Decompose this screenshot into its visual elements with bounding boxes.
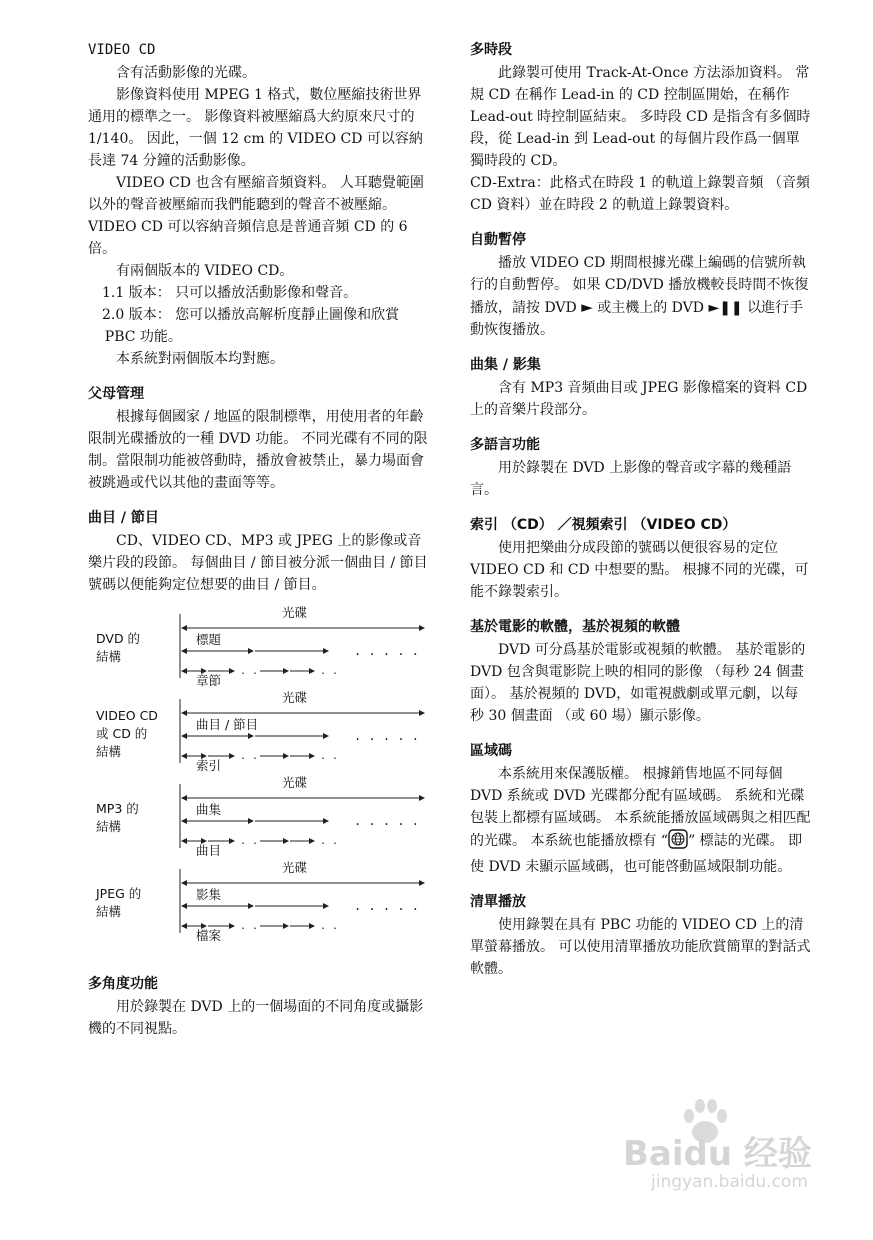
paragraph: 有兩個版本的 VIDEO CD。 (116, 263, 294, 279)
svg-text:. . . . .: . . . . . (354, 814, 420, 828)
heading-parental-control: 父母管理 (88, 386, 144, 402)
paragraph: 影像資料使用 MPEG 1 格式，數位壓縮技術世界通用的標準之一。 影像資料被壓縮爲大約原來尺寸的 1/140。 因此，一個 12 cm 的 VIDEO CD 可以容納長達 74 分鐘的活動影像。 (88, 87, 423, 169)
section-album (470, 355, 812, 421)
paragraph: 使用把樂曲分成段節的號碼以便很容易的定位 VIDEO CD 和 CD 中想要的點。 根據不同的光碟，可能不錄製索引。 (470, 540, 809, 600)
diagram-label-dvd: DVD 的 結構 (96, 631, 141, 664)
svg-text:. . . . .: . . . . . (354, 729, 420, 743)
heading-multi-session: 多時段 (470, 42, 512, 58)
diagram-label-mp3: MP3 的 結構 (96, 801, 139, 834)
diagram-disc-label: 光碟 (282, 690, 308, 705)
heading-auto-pause: 自動暫停 (470, 232, 526, 248)
diagram-upper-label: 標題 (196, 632, 222, 647)
paragraph: 本系統對兩個版本均對應。 (116, 351, 284, 367)
diagram-disc-label: 光碟 (282, 775, 308, 790)
heading-track: 曲目 / 節目 (88, 510, 159, 526)
diagram-lower-label: 曲目 (196, 843, 222, 858)
section-multi-session (470, 40, 812, 216)
section-auto-pause (470, 230, 812, 341)
svg-text:. . . . .: . . . . . (354, 644, 420, 658)
paragraph: DVD 可分爲基於電影或視頻的軟體。 基於電影的 DVD 包含與電影院上映的相同的影像 （每秒 24 個畫面）。 基於視頻的 DVD，如電視戲劇或單元劇，以每秒 30 個畫面 （或 60 場）顯示影像。 (470, 642, 806, 724)
diagram-upper-label: 曲目 / 節目 (196, 717, 259, 732)
paragraph-text: ” 標誌的光碟。 即使 DVD 未顯示區域碼，也可能啓動區域限制功能。 (470, 833, 803, 875)
diagram-lower-label: 檔案 (196, 928, 222, 943)
paragraph: 用於錄製在 DVD 上影像的聲音或字幕的幾種語言。 (470, 460, 792, 498)
heading-multi-language: 多語言功能 (470, 437, 540, 453)
diagram-lower-label: 索引 (196, 758, 222, 773)
section-track (88, 508, 430, 596)
paragraph: 根據每個國家 / 地區的限制標準，用使用者的年齡限制光碟播放的一種 DVD 功能。 不同光碟有不同的限制。當限制功能被啓動時，播放會被禁止，暴力場面會被跳過或代以其他的畫面等等。 (88, 409, 428, 491)
svg-text:. .: . . (320, 921, 339, 932)
svg-text:. .: . . (240, 666, 259, 677)
section-multi-angle (88, 974, 430, 1040)
heading-album: 曲集 / 影集 (470, 357, 541, 373)
watermark-url: jingyan.baidu.com (651, 1172, 808, 1192)
paragraph: CD-Extra：此格式在時段 1 的軌道上錄製音頻 （音頻 CD 資料）並在時段 2 的軌道上錄製資料。 (470, 175, 810, 213)
section-video-cd (88, 40, 430, 370)
heading-film-video-software: 基於電影的軟體，基於視頻的軟體 (470, 619, 680, 635)
diagram-label-jpeg: JPEG 的 結構 (96, 886, 142, 919)
paragraph-text: 本系統用來保護版權。 根據銷售地區不同每個 DVD 系統或 DVD 光碟都分配有區域碼。 系統和光碟包裝上都標有區域碼。 本系統能播放區域碼與之相匹配的光碟。 本系統也能播放標有 “ (470, 766, 811, 849)
paragraph: 用於錄製在 DVD 上的一個場面的不同角度或攝影機的不同視點。 (88, 999, 424, 1037)
section-playlist (470, 892, 812, 980)
version-item: 2.0 版本： 您可以播放高解析度靜止圖像和欣賞 PBC 功能。 (102, 307, 400, 345)
heading-playlist: 清單播放 (470, 894, 526, 910)
watermark-brand: Baidu 经验 (623, 1134, 812, 1174)
paragraph: 使用錄製在具有 PBC 功能的 VIDEO CD 上的清單螢幕播放。 可以使用清單播放功能欣賞簡單的對話式軟體。 (470, 917, 811, 977)
svg-text:. .: . . (240, 921, 259, 932)
paragraph (470, 252, 812, 341)
section-multi-language (470, 435, 812, 501)
diagram-disc-label: 光碟 (282, 605, 308, 620)
paragraph: 此錄製可使用 Track-At-Once 方法添加資料。 常規 CD 在稱作 Lead-in 的 CD 控制區開始，在稱作 Lead-out 時控制區結束。 多時段 CD 是指含有多個時段，從 Lead-in 到 Lead-out 的每個片段作爲一個單獨時段的 CD。 (470, 65, 811, 169)
watermark (615, 1092, 845, 1202)
section-parental-control (88, 384, 430, 494)
section-film-video-software (470, 617, 812, 727)
heading-index: 索引 （CD） ／視頻索引 （VIDEO CD） (470, 517, 737, 533)
heading-video-cd: VIDEO CD (88, 42, 156, 58)
svg-text:. .: . . (320, 751, 339, 762)
heading-region-code: 區域碼 (470, 743, 512, 759)
diagram-label-vcd: VIDEO CD 或 CD 的 結構 (96, 708, 158, 759)
section-region-code (470, 741, 812, 878)
play-icon: ► (581, 298, 593, 316)
paragraph: 含有 MP3 音頻曲目或 JPEG 影像檔案的資料 CD 上的音樂片段部分。 (470, 380, 808, 418)
section-index (470, 515, 812, 603)
diagram-lower-label: 章節 (196, 673, 222, 688)
svg-text:. .: . . (240, 751, 259, 762)
right-column (470, 40, 812, 994)
paragraph: CD、VIDEO CD、MP3 或 JPEG 上的影像或音樂片段的段節。 每個曲目 / 節目被分派一個曲目 / 節目號碼以便能夠定位想要的曲目 / 節目。 (88, 533, 428, 593)
diagram-upper-label: 曲集 (196, 802, 222, 817)
paragraph: VIDEO CD 也含有壓縮音頻資料。 人耳聽覺範圍以外的聲音被壓縮而我們能聽到的聲音不被壓縮。 VIDEO CD 可以容納音頻信息是普通音頻 CD 的 6 倍。 (88, 175, 424, 257)
left-column (88, 40, 430, 1054)
disc-structure-diagram (88, 604, 430, 964)
svg-text:. .: . . (320, 666, 339, 677)
paragraph: 含有活動影像的光碟。 (116, 65, 256, 81)
globe-icon (668, 829, 688, 856)
paragraph-text: 以進行手動恢復播放。 (470, 300, 804, 338)
svg-text:. .: . . (320, 836, 339, 847)
paragraph-text: 播放 VIDEO CD 期間根據光碟上編碼的信號所執行的自動暫停。 如果 CD/DVD 播放機較長時間不恢復播放，請按 DVD (470, 255, 809, 316)
paragraph (470, 763, 812, 878)
svg-text:. . . . .: . . . . . (354, 899, 420, 913)
play-pause-icon: ►❚❚ (708, 300, 743, 316)
heading-multi-angle: 多角度功能 (88, 976, 158, 992)
svg-text:. .: . . (240, 836, 259, 847)
diagram-upper-label: 影集 (196, 887, 222, 902)
diagram-disc-label: 光碟 (282, 860, 308, 875)
version-item: 1.1 版本： 只可以播放活動影像和聲音。 (102, 285, 358, 301)
paragraph-text: 或主機上的 DVD (592, 300, 709, 316)
